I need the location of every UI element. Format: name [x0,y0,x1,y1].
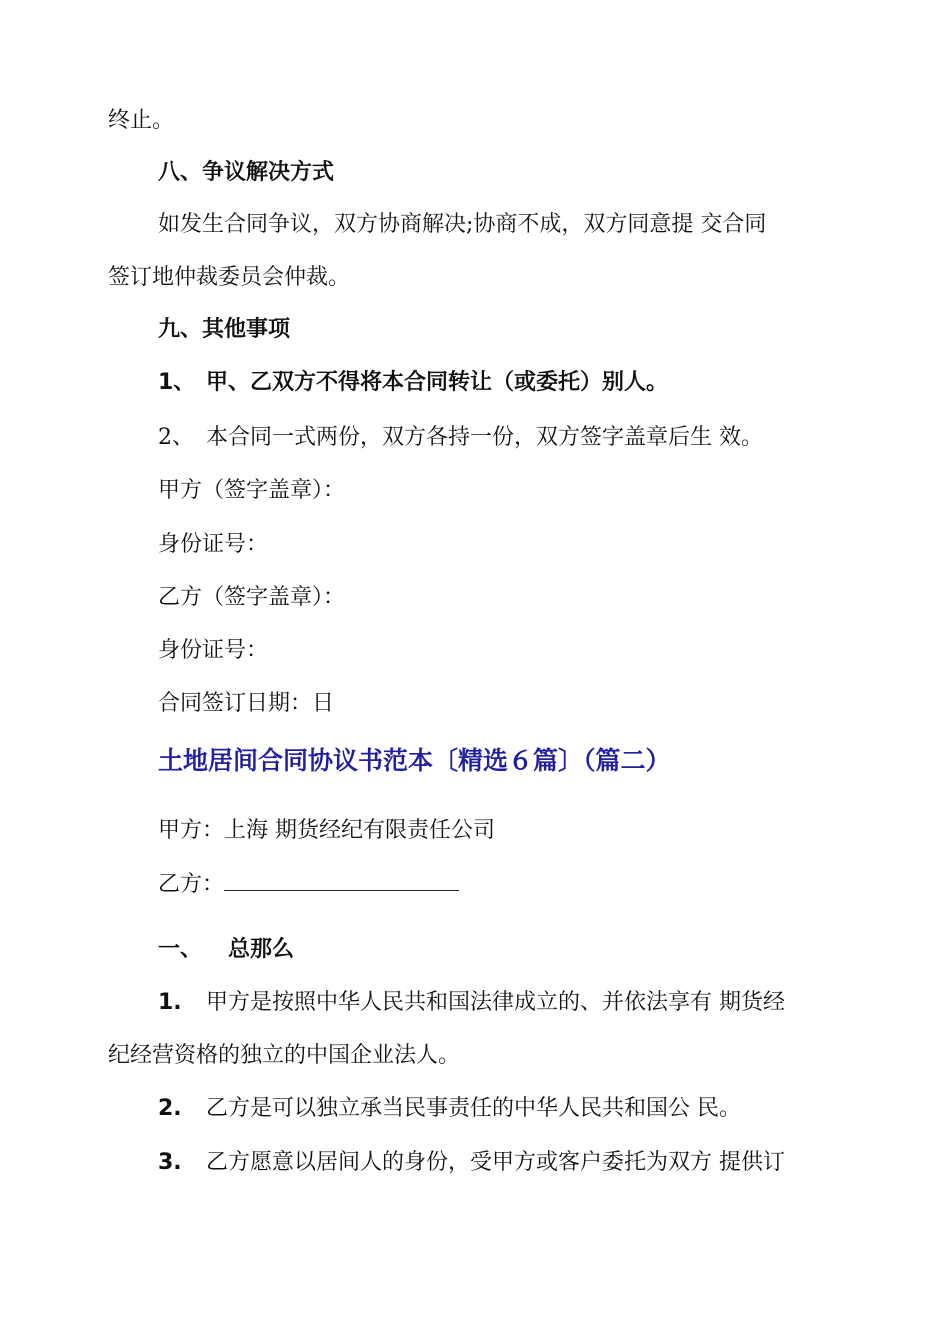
signature-label-party-a: 甲方（签字盖章）： [158,478,346,503]
list-item [158,988,785,1018]
list-number: 1. [158,990,182,1015]
blank-underline [224,870,459,891]
list-number: 2、 [158,425,194,450]
section-heading-dispute: 八、争议解决方式 [158,160,335,185]
text-line: 纪经营资格的独立的中国企业法人。 [108,1043,461,1068]
section-heading-general [158,935,294,965]
text-line: 终止。 [108,108,175,133]
list-item [158,1094,741,1124]
document-title: 土地居间合同协议书范本〔精选６篇〕（篇二） [158,746,671,775]
list-text: 甲方是按照中华人民共和国法律成立的、并依法享有 期货经 [206,990,785,1015]
list-number: 3. [158,1150,182,1175]
section-title: 总那么 [228,937,295,962]
list-item [158,368,668,398]
list-text: 本合同一式两份，双方各持一份，双方签字盖章后生 效。 [206,425,763,450]
text-line: 如发生合同争议，双方协商解决;协商不成，双方同意提 交合同 [158,212,767,237]
party-b-label: 乙方： [158,872,225,897]
signature-label-party-b: 乙方（签字盖章）： [158,585,346,610]
list-item [158,1148,785,1178]
signing-date-label: 合同签订日期：日 [158,691,335,716]
section-number: 一、 [158,937,203,962]
list-text: 乙方是可以独立承当民事责任的中华人民共和国公 民。 [206,1096,741,1121]
party-b-line [158,870,459,900]
id-number-label: 身份证号： [158,532,269,557]
list-text: 甲、乙双方不得将本合同转让（或委托）别人。 [206,370,669,395]
list-item [158,423,763,453]
id-number-label: 身份证号： [158,638,269,663]
text-line: 签订地仲裁委员会仲裁。 [108,265,351,290]
list-number: 2. [158,1096,182,1121]
section-heading-other: 九、其他事项 [158,317,291,342]
list-text: 乙方愿意以居间人的身份，受甲方或客户委托为双方 提供订 [206,1150,785,1175]
party-a-line: 甲方：上海 期货经纪有限责任公司 [158,818,495,843]
list-number: 1、 [158,370,196,395]
